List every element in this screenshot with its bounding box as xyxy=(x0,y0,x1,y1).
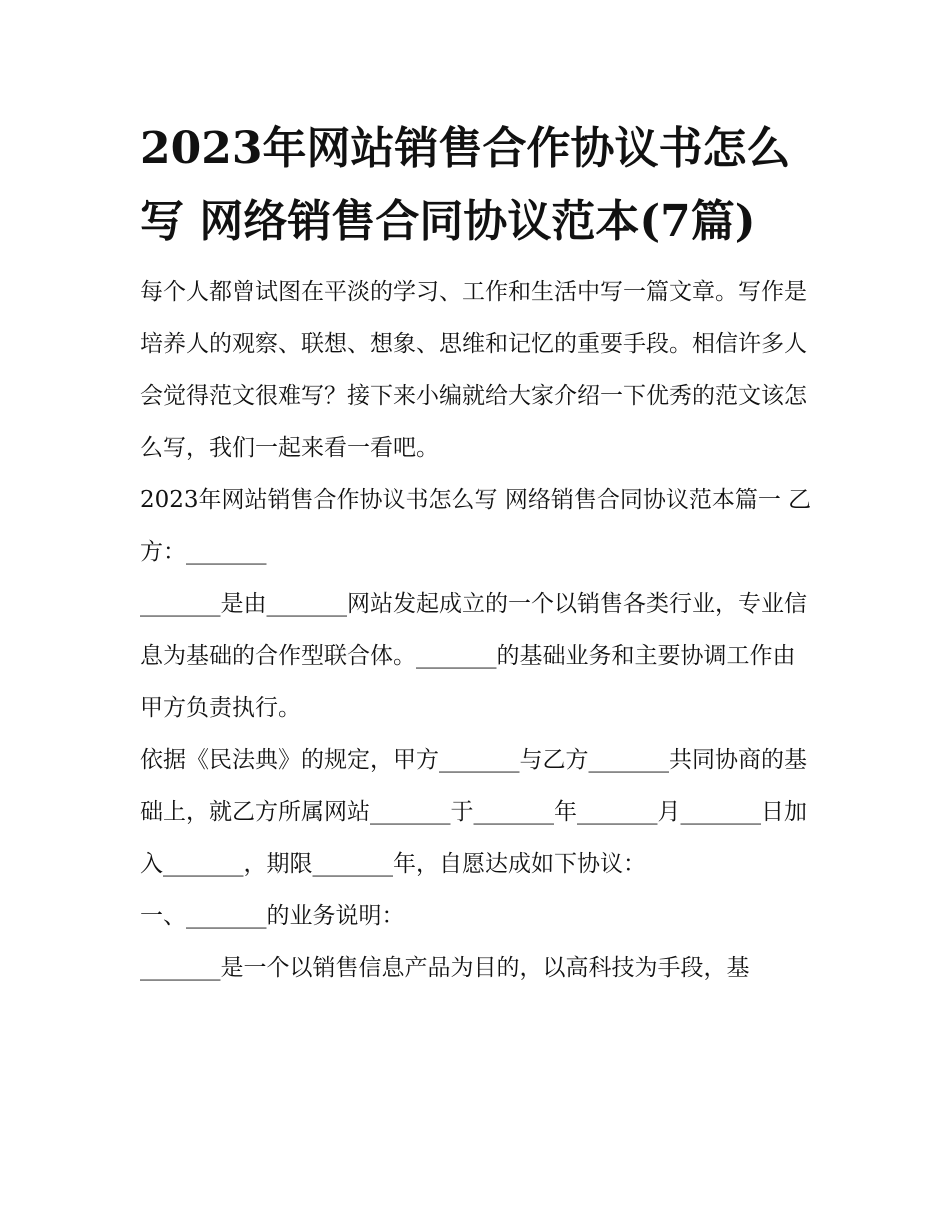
section-heading: 2023年网站销售合作协议书怎么写 网络销售合同协议范本篇一 乙方：_______ xyxy=(140,487,812,565)
document-title: 2023年网站销售合作协议书怎么写 网络销售合同协议范本(7篇) xyxy=(140,123,791,247)
body-paragraph: _______是一个以销售信息产品为目的，以高科技为手段，基 xyxy=(140,955,750,981)
clause-heading: 一、_______的业务说明： xyxy=(140,903,405,929)
body-paragraph: _______是由_______网站发起成立的一个以销售各类行业，专业信息为基础的合作型联合体。_______的基础业务和主要协调工作由甲方负责执行。 xyxy=(140,591,807,721)
document-page xyxy=(140,112,812,994)
body-paragraph: 依据《民法典》的规定，甲方_______与乙方_______共同协商的基础上，就乙方所属网站_______于_______年_______月_______日加入_______，期限_______年，自愿达成如下协议： xyxy=(140,747,807,877)
intro-paragraph: 每个人都曾试图在平淡的学习、工作和生活中写一篇文章。写作是培养人的观察、联想、想象、思维和记忆的重要手段。相信许多人会觉得范文很难写？接下来小编就给大家介绍一下优秀的范文该怎么写，我们一起来看一看吧。 xyxy=(140,279,807,461)
